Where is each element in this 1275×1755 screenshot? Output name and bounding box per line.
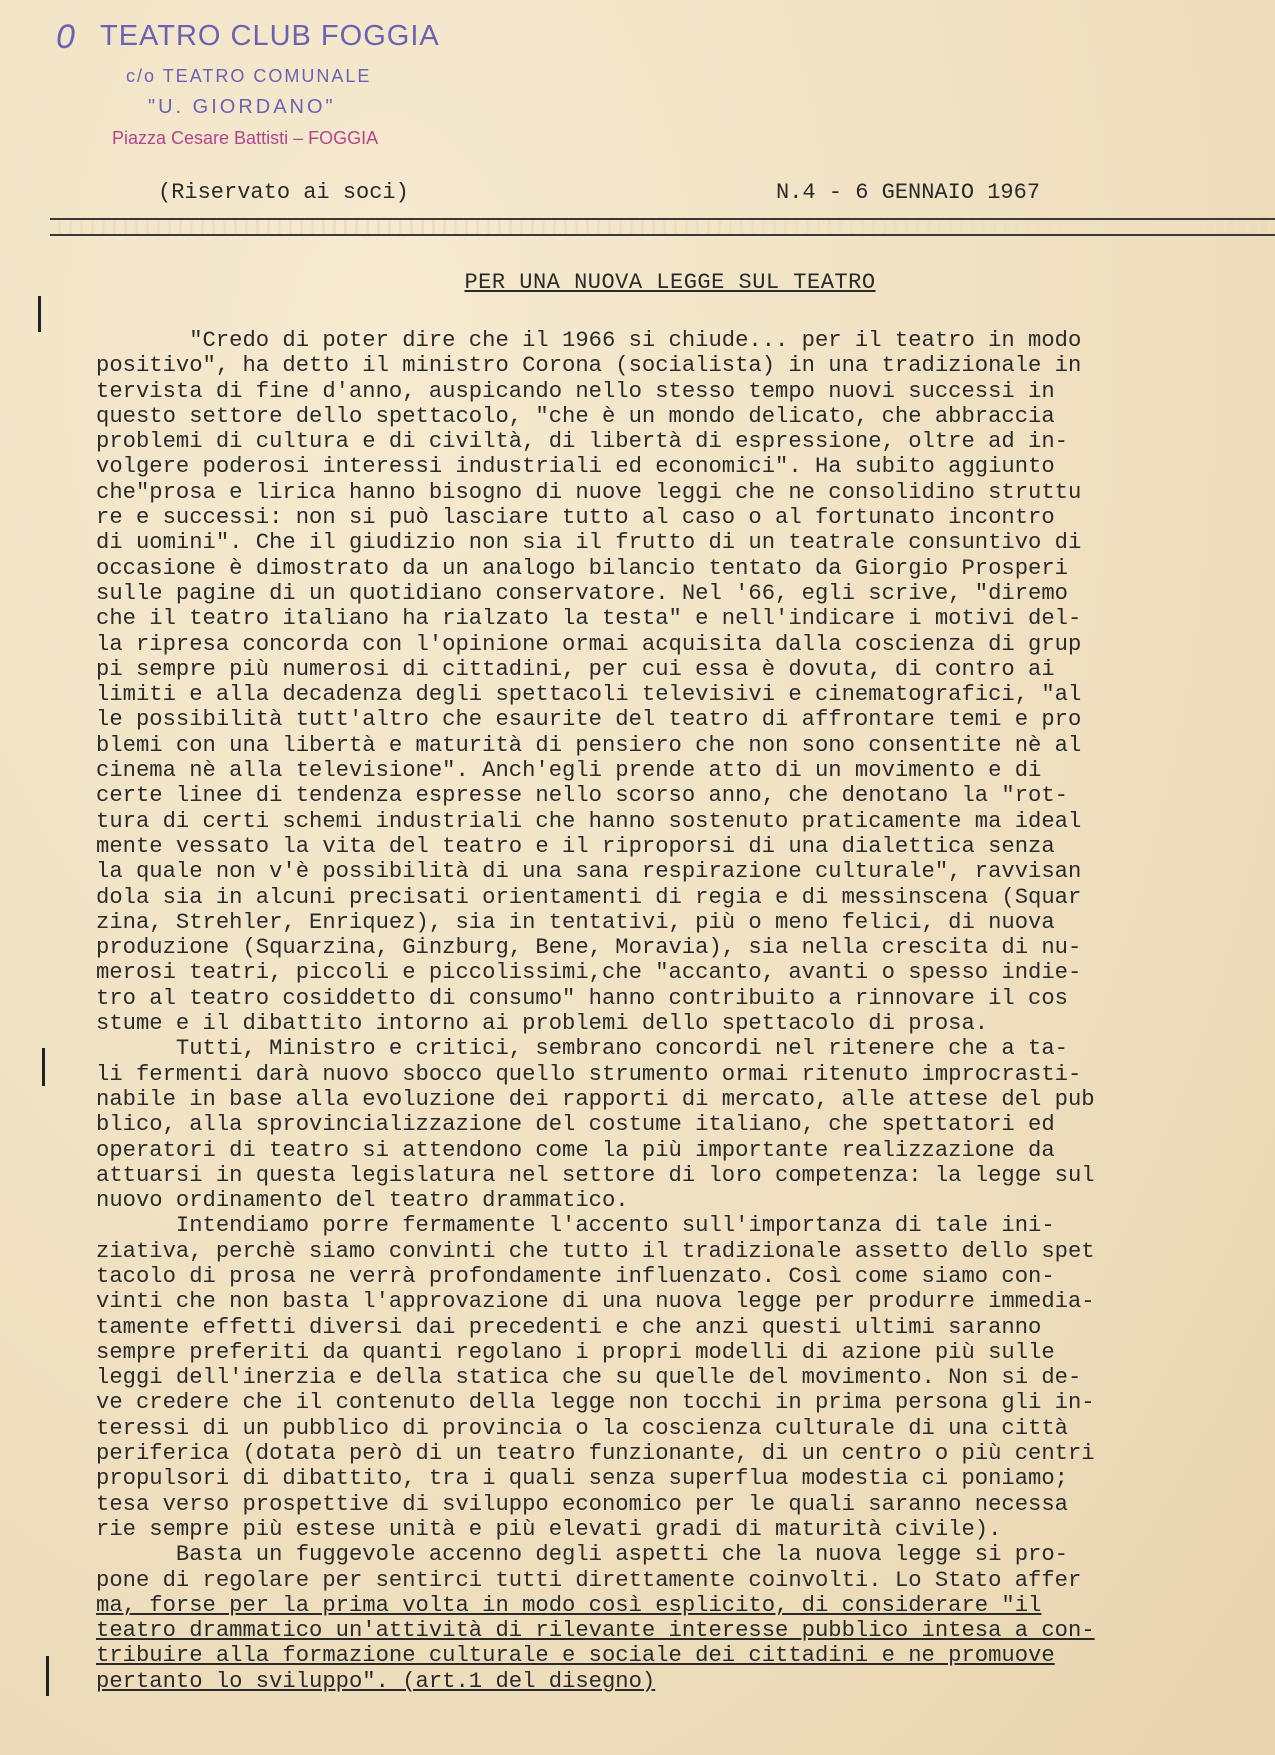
- stamp-line-1: TEATRO CLUB FOGGIA: [100, 20, 440, 52]
- text-line: mente vessato la vita del teatro e il riproporsi di una dialettica senza: [96, 833, 1055, 859]
- text-line: re e successi: non si può lasciare tutto al caso o al fortunato incontro: [96, 505, 1055, 531]
- text-line: merosi teatri, piccoli e piccolissimi,che "accanto, avanti o spesso indie-: [96, 960, 1082, 986]
- text-line: dola sia in alcuni precisati orientamenti di regia e di messinscena (Squar: [96, 884, 1082, 910]
- text-line: Basta un fuggevole accenno degli aspetti che la nuova legge si pro-: [96, 1542, 1068, 1568]
- text-line: tura di certi schemi industriali che hanno sostenuto praticamente ma ideal: [96, 808, 1082, 834]
- text-line: tesa verso prospettive di sviluppo economico per le quali saranno necessa: [96, 1491, 1068, 1517]
- text-line: ve credere che il contenuto della legge non tocchi in prima persona gli in-: [96, 1390, 1095, 1416]
- text-line: nabile in base alla evoluzione dei rapporti di mercato, alle attese del pub: [96, 1086, 1095, 1112]
- text-line: problemi di cultura e di civiltà, di libertà di espressione, oltre ad in-: [96, 429, 1068, 455]
- margin-mark: [42, 1048, 45, 1086]
- text-line: leggi dell'inerzia e della statica che su quelle del movimento. Non si de-: [96, 1365, 1082, 1391]
- text-line: pi sempre più numerosi di cittadini, per cui essa è dovuta, di contro ai: [96, 656, 1055, 682]
- text-line: volgere poderosi interessi industriali ed economici". Ha subito aggiunto: [96, 454, 1055, 480]
- text-line: li fermenti darà nuovo sbocco quello strumento ormai ritenuto improcrasti-: [96, 1061, 1082, 1087]
- text-line: teressi di un pubblico di provincia o la coscienza culturale di una città: [96, 1415, 1068, 1441]
- margin-mark: [46, 1656, 49, 1696]
- text-line: di uomini". Che il giudizio non sia il frutto di un teatrale consuntivo di: [96, 530, 1082, 556]
- text-line: che il teatro italiano ha rialzato la testa" e nell'indicare i motivi del-: [96, 606, 1082, 632]
- issue-number-date: N.4 - 6 GENNAIO 1967: [776, 180, 1041, 205]
- text-line: questo settore dello spettacolo, "che è un mondo delicato, che abbraccia: [96, 403, 1055, 429]
- text-line: le possibilità tutt'altro che esaurite del teatro di affrontare temi e pro: [96, 707, 1082, 733]
- stamp-logo-icon: 0: [56, 18, 76, 56]
- stamp-line-3: "U. GIORDANO": [148, 96, 336, 118]
- text-line: la ripresa concorda con l'opinione ormai acquisita dalla coscienza di grup: [96, 631, 1082, 657]
- text-line: vinti che non basta l'approvazione di una nuova legge per produrre immedia-: [96, 1289, 1095, 1315]
- text-line: blemi con una libertà e maturità di pensiero che non sono consentite nè al: [96, 732, 1082, 758]
- text-line: sempre preferiti da quanti regolano i propri modelli di azione più sulle: [96, 1339, 1055, 1365]
- text-line: sulle pagine di un quotidiano conservatore. Nel '66, egli scrive, "diremo: [96, 580, 1068, 606]
- stamp-line-2: c/o TEATRO COMUNALE: [126, 66, 372, 86]
- text-line: periferica (dotata però di un teatro funzionante, di un centro o più centri: [96, 1441, 1095, 1467]
- text-line: nuovo ordinamento del teatro drammatico.: [96, 1188, 629, 1214]
- stamp-line-4: Piazza Cesare Battisti – FOGGIA: [112, 128, 379, 148]
- margin-mark: [38, 296, 41, 332]
- text-line: positivo", ha detto il ministro Corona (socialista) in una tradizionale in: [96, 353, 1082, 379]
- text-line: occasione è dimostrato da un analogo bilancio tentato da Giorgio Prosperi: [96, 555, 1068, 581]
- text-line: ma, forse per la prima volta in modo così esplicito, di considerare "il: [96, 1592, 1042, 1618]
- theatre-club-stamp: [56, 10, 456, 150]
- text-line: tervista di fine d'anno, auspicando nello stesso tempo nuovi successi in: [96, 378, 1055, 404]
- text-line: teatro drammatico un'attività di rilevante interesse pubblico intesa a con-: [96, 1618, 1095, 1644]
- text-line: stume e il dibattito intorno ai problemi dello spettacolo di prosa.: [96, 1011, 989, 1037]
- text-line: tacolo di prosa ne verrà profondamente influenzato. Così come siamo con-: [96, 1263, 1055, 1289]
- reserved-note: (Riservato ai soci): [158, 180, 409, 205]
- text-line: limiti e alla decadenza degli spettacoli televisivi e cinematografici, "al: [96, 682, 1082, 708]
- text-line: "Credo di poter dire che il 1966 si chiude... per il teatro in modo: [96, 328, 1082, 353]
- text-line: tribuire alla formazione culturale e sociale dei cittadini e ne promuove: [96, 1643, 1055, 1669]
- text-line: tamente effetti diversi dai precedenti e che anzi questi ultimi saranno: [96, 1314, 1042, 1340]
- text-line: zina, Strehler, Enriquez), sia in tentativi, più o meno felici, di nuova: [96, 909, 1055, 935]
- text-line: certe linee di tendenza espresse nello scorso anno, che denotano la "rot-: [96, 783, 1068, 809]
- text-line: blico, alla sprovincializzazione del costume italiano, che spettatori ed: [96, 1112, 1055, 1138]
- text-line: ziativa, perchè siamo convinti che tutto il tradizionale assetto dello spet: [96, 1238, 1095, 1264]
- text-line: pertanto lo sviluppo". (art.1 del disegno): [96, 1668, 656, 1694]
- text-line: Intendiamo porre fermamente l'accento sull'importanza di tale ini-: [96, 1213, 1055, 1239]
- text-line: rie sempre più estese unità e più elevati gradi di maturità civile).: [96, 1516, 1002, 1542]
- text-line: cinema nè alla televisione". Anch'egli prende atto di un movimento e di: [96, 758, 1042, 784]
- text-line: propulsori di dibattito, tra i quali senza superflua modestia ci poniamo;: [96, 1466, 1068, 1492]
- text-line: tro al teatro cosiddetto di consumo" hanno contribuito a rinnovare il cos: [96, 985, 1068, 1011]
- text-line: che"prosa e lirica hanno bisogno di nuove leggi che ne consolidino struttu: [96, 479, 1082, 505]
- article-title: PER UNA NUOVA LEGGE SUL TEATRO: [464, 270, 876, 295]
- text-line: attuarsi in questa legislatura nel settore di loro competenza: la legge sul: [96, 1162, 1095, 1188]
- text-line: Tutti, Ministro e critici, sembrano concordi nel ritenere che a ta-: [96, 1036, 1068, 1062]
- article-body: [96, 328, 1246, 1694]
- text-line: la quale non v'è possibilità di una sana respirazione culturale", ravvisan: [96, 859, 1082, 885]
- text-line: produzione (Squarzina, Ginzburg, Bene, Moravia), sia nella crescita di nu-: [96, 935, 1082, 961]
- text-line: operatori di teatro si attendono come la più importante realizzazione da: [96, 1137, 1055, 1163]
- double-rule-divider: [50, 218, 1275, 236]
- text-line: pone di regolare per sentirci tutti direttamente coinvolti. Lo Stato affer: [96, 1567, 1082, 1593]
